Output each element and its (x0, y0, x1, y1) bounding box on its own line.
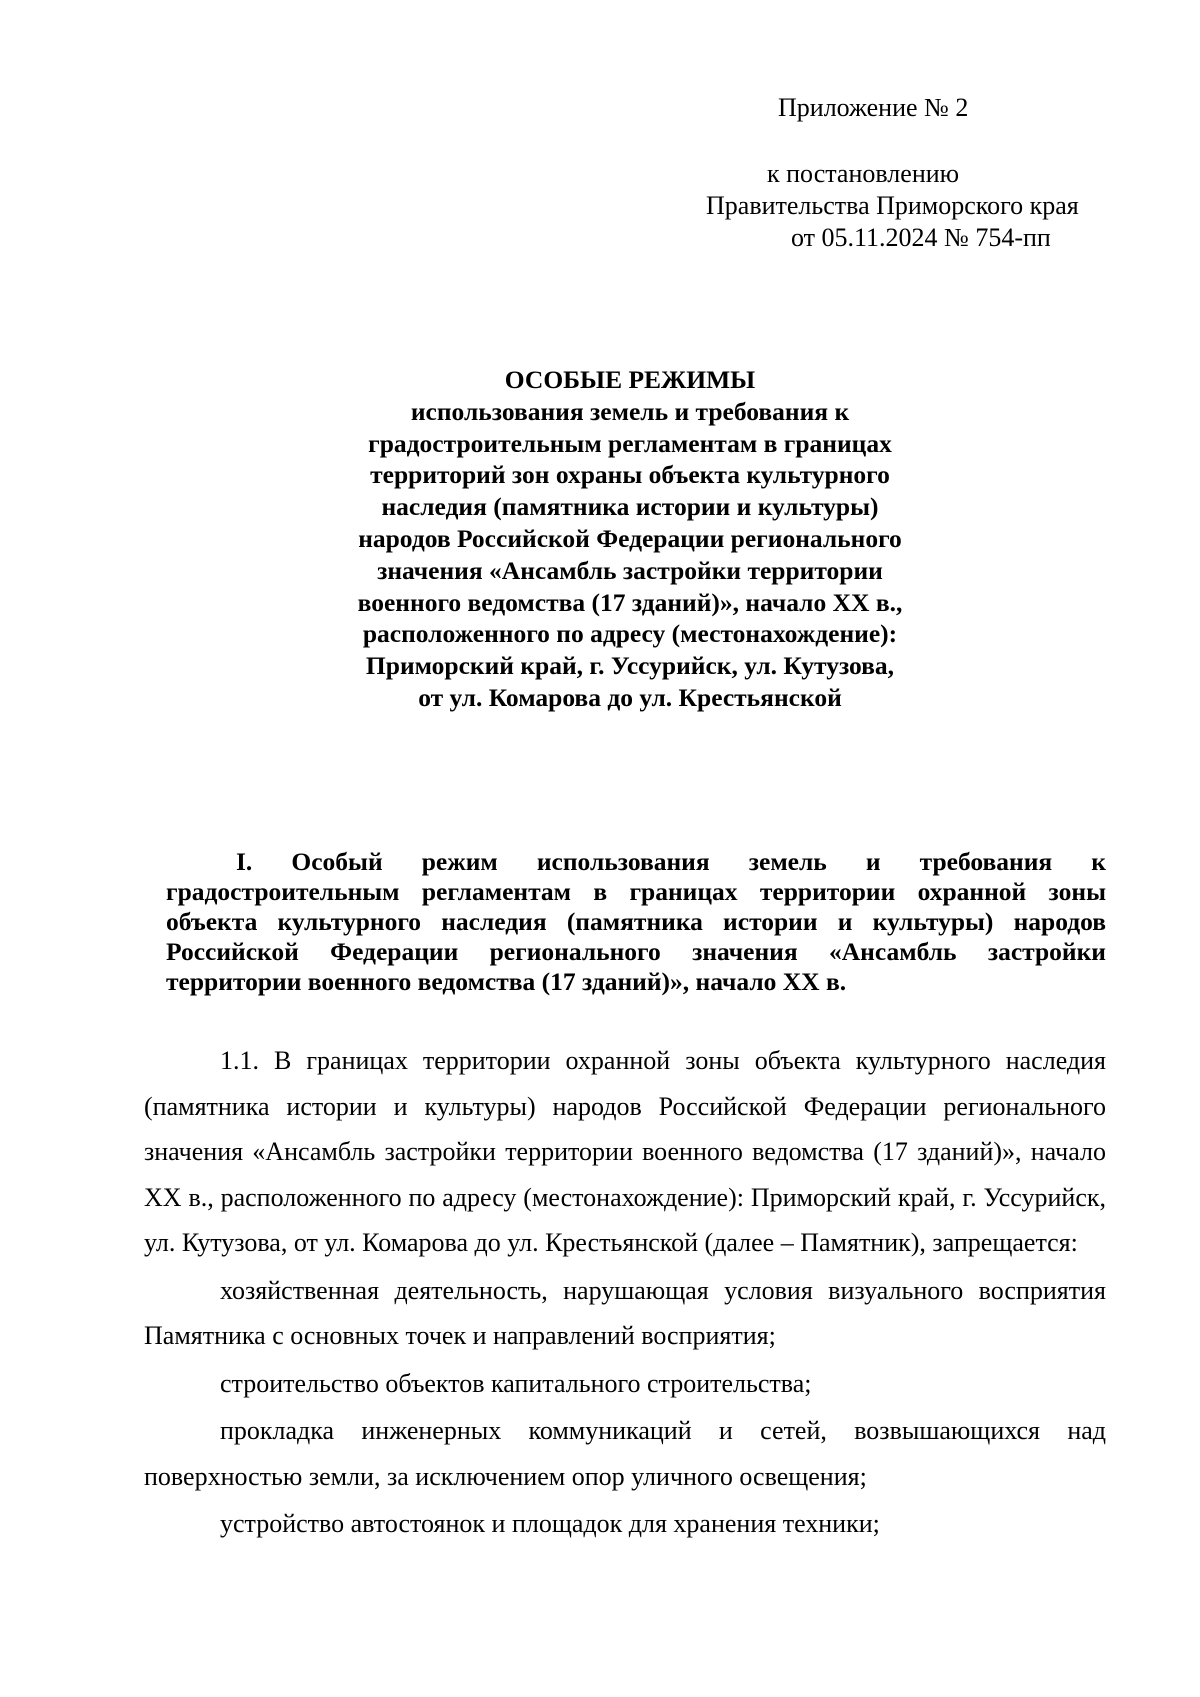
title-line: значения «Ансамбль застройки территории (377, 555, 883, 585)
government-name: Правительства Приморского края (706, 191, 1079, 220)
title-line: расположенного по адресу (местонахождение): (362, 619, 898, 649)
paragraph: прокладка инженерных коммуникаций и сетей, возвышающихся над поверхностью земли, за исключением опор уличного освещения; (144, 1416, 1106, 1491)
title-main: ОСОБЫЕ РЕЖИМЫ (504, 365, 756, 394)
resolution-date-number: от 05.11.2024 № 754-пп (791, 223, 1051, 252)
paragraph: 1.1. В границах территории охранной зоны объекта культурного наследия (памятника истории и культуры) народов Российской Федерации регионального значения «Ансамбль застройки территории военного ведомства (17 зданий)», начало XX в., расположенного по адресу (местонахождение): Приморский край, г. Уссурийск, ул. Кутузова, от ул. Комарова до ул. Крестьянской (далее – Памятник), запрещается: (144, 1046, 1106, 1257)
appendix-label: Приложение № 2 (778, 93, 969, 122)
appendix-header (706, 92, 1166, 254)
paragraph: устройство автостоянок и площадок для хранения техники; (220, 1509, 880, 1538)
title-line: от ул. Комарова до ул. Крестьянской (418, 682, 842, 712)
section-heading: I. Особый режим использования земель и требования к градостроительным регламентам в границах территории охранной зоны объекта культурного наследия (памятника истории и культуры) народов Российской Федерации регионального значения «Ансамбль застройки территории военного ведомства (17 зданий)», начало XX в. (166, 847, 1106, 996)
paragraph: строительство объектов капитального строительства; (220, 1368, 812, 1398)
title-line: военного ведомства (17 зданий)», начало XX в., (357, 587, 903, 617)
resolution-reference: к постановлению (767, 159, 960, 188)
title-line: территорий зон охраны объекта культурного (370, 460, 890, 490)
title-line: наследия (памятника истории и культуры) (381, 492, 879, 522)
title-line: Приморский край, г. Уссурийск, ул. Кутузова, (365, 651, 895, 681)
section-body (144, 1038, 1106, 1547)
title-line: использования земель и требования к (410, 396, 850, 426)
paragraph: хозяйственная деятельность, нарушающая условия визуального восприятия Памятника с основных точек и направлений восприятия; (144, 1275, 1106, 1350)
title-line: градостроительным регламентам в границах (368, 428, 892, 458)
title-line: народов Российской Федерации регионального (358, 523, 902, 553)
document-title (270, 364, 990, 714)
